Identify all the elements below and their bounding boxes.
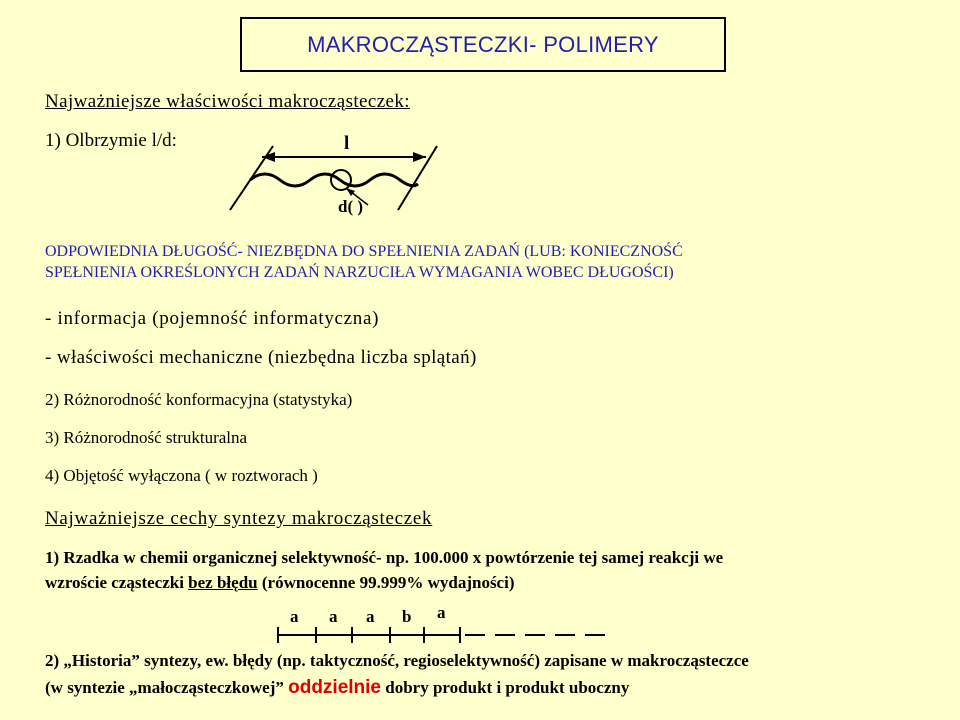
heading-properties: Najważniejsze właściwości makrocząsteczek: [45,91,410,112]
item-3-label: 3) Różnorodność strukturalna [45,428,248,447]
synthesis-1-text-a: wzroście cząsteczki [45,573,189,592]
page-title: MAKROCZĄSTECZKI- POLIMERY [307,31,659,57]
separately-highlight: oddzielnie [288,677,382,698]
synthesis-1-text-c: (równocenne 99.999% wydajności) [257,573,515,592]
synthesis-2-text-b: dobry produkt i produkt uboczny [381,678,630,697]
item-4-label: 4) Objętość wyłączona ( w roztworach ) [45,466,318,485]
synthesis-1-line1: 1) Rzadka w chemii organicznej selektywność- np. 100.000 x powtórzenie tej samej reakcji we [45,548,724,567]
synthesis-2-line1: 2) „Historia” syntezy, ew. błędy (np. taktyczność, regioselektywność) zapisane w makrocząsteczce [45,651,749,670]
chain-letter-1: a [290,607,299,626]
chain-letter-3: a [366,607,375,626]
synthesis-2-text-a: (w syntezie „małocząsteczkowej” [45,678,289,697]
chain-letter-5: a [437,603,446,622]
item-1-label: 1) Olbrzymie l/d: [45,130,177,151]
diameter-label: d( ) [338,197,364,216]
bullet-mechanical: - właściwości mechaniczne (niezbędna liczba splątań) [45,347,477,368]
blue-note-line1: ODPOWIEDNIA DŁUGOŚĆ- NIEZBĘDNA DO SPEŁNIENIA ZADAŃ (LUB: KONIECZNOŚĆ [45,243,683,260]
item-2-label: 2) Różnorodność konformacyjna (statystyka) [45,390,353,409]
synthesis-2-line2 [45,677,629,699]
heading-synthesis: Najważniejsze cechy syntezy makrocząsteczek [45,508,433,529]
synthesis-1-no-error: bez błędu [188,573,258,592]
blue-note-line2: SPEŁNIENIA OKREŚLONYCH ZADAŃ NARZUCIŁA WYMAGANIA WOBEC DŁUGOŚCI) [45,264,674,281]
length-label: l [344,133,350,154]
bullet-information: - informacja (pojemność informatyczna) [45,308,380,329]
chain-letter-4: b [402,607,412,626]
chain-letter-2: a [329,607,338,626]
